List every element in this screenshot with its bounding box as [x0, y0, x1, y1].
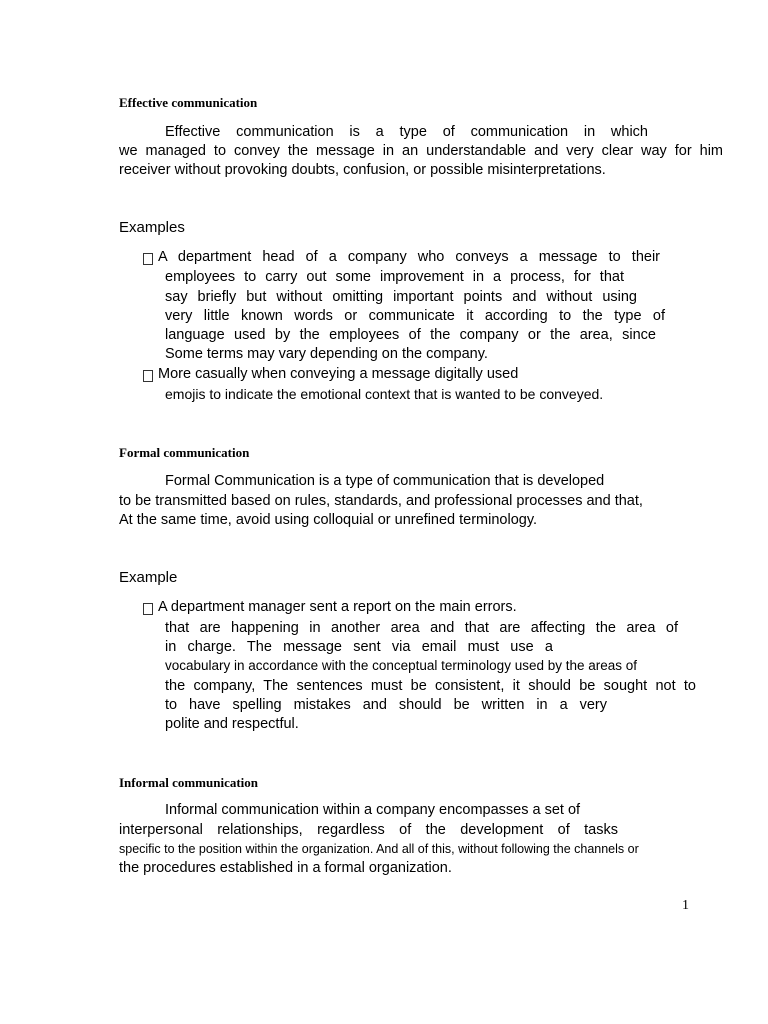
subheading-examples: Examples	[119, 219, 185, 236]
list-item-line: More casually when conveying a message digitally used	[158, 366, 519, 382]
paragraph-line: interpersonal relationships, regardless of the development of tasks	[119, 822, 618, 838]
list-item-line: vocabulary in accordance with the conceptual terminology used by the areas of	[165, 658, 638, 673]
paragraph-line: Formal Communication is a type of communication that is developed	[165, 473, 605, 489]
paragraph-line: receiver without provoking doubts, confusion, or possible misinterpretations.	[119, 162, 606, 178]
section-heading-effective: Effective communication	[119, 95, 258, 110]
bullet-box-icon	[143, 603, 153, 615]
bullet-box-icon	[143, 370, 153, 382]
paragraph-line: Informal communication within a company encompasses a set of	[165, 802, 581, 818]
section-heading-formal: Formal communication	[119, 445, 250, 460]
page-number: 1	[682, 898, 689, 913]
paragraph-line: the procedures established in a formal organization.	[119, 860, 452, 876]
list-item-line: emojis to indicate the emotional context that is wanted to be conveyed.	[165, 386, 604, 402]
paragraph-line: we managed to convey the message in an understandable and very clear way for him	[119, 143, 723, 159]
list-item-line: the company, The sentences must be consistent, it should be sought not to	[165, 678, 696, 694]
list-item-line: very little known words or communicate it according to the type of	[165, 308, 665, 324]
bullet-box-icon	[143, 253, 153, 265]
section-heading-informal: Informal communication	[119, 775, 259, 790]
list-item-line: polite and respectful.	[165, 716, 299, 732]
paragraph-line: specific to the position within the organization. And all of this, without following the channels or	[119, 842, 639, 856]
list-item-line: A department head of a company who conveys a message to their	[158, 249, 660, 265]
list-item-line: A department manager sent a report on the main errors.	[158, 599, 517, 615]
list-item-line: in charge. The message sent via email must use a	[165, 639, 553, 655]
list-item-line: language used by the employees of the company or the area, since	[165, 327, 656, 343]
subheading-example: Example	[119, 569, 178, 586]
list-item-line: that are happening in another area and that are affecting the area of	[165, 620, 678, 636]
list-item-line: Some terms may vary depending on the company.	[165, 346, 488, 362]
list-item-line: to have spelling mistakes and should be written in a very	[165, 697, 607, 713]
list-item-line: employees to carry out some improvement in a process, for that	[165, 269, 624, 285]
paragraph-line: At the same time, avoid using colloquial or unrefined terminology.	[119, 512, 538, 528]
paragraph-line: to be transmitted based on rules, standards, and professional processes and that,	[119, 493, 643, 509]
paragraph-line: Effective communication is a type of communication in which	[165, 124, 648, 140]
list-item-line: say briefly but without omitting important points and without using	[165, 289, 637, 305]
